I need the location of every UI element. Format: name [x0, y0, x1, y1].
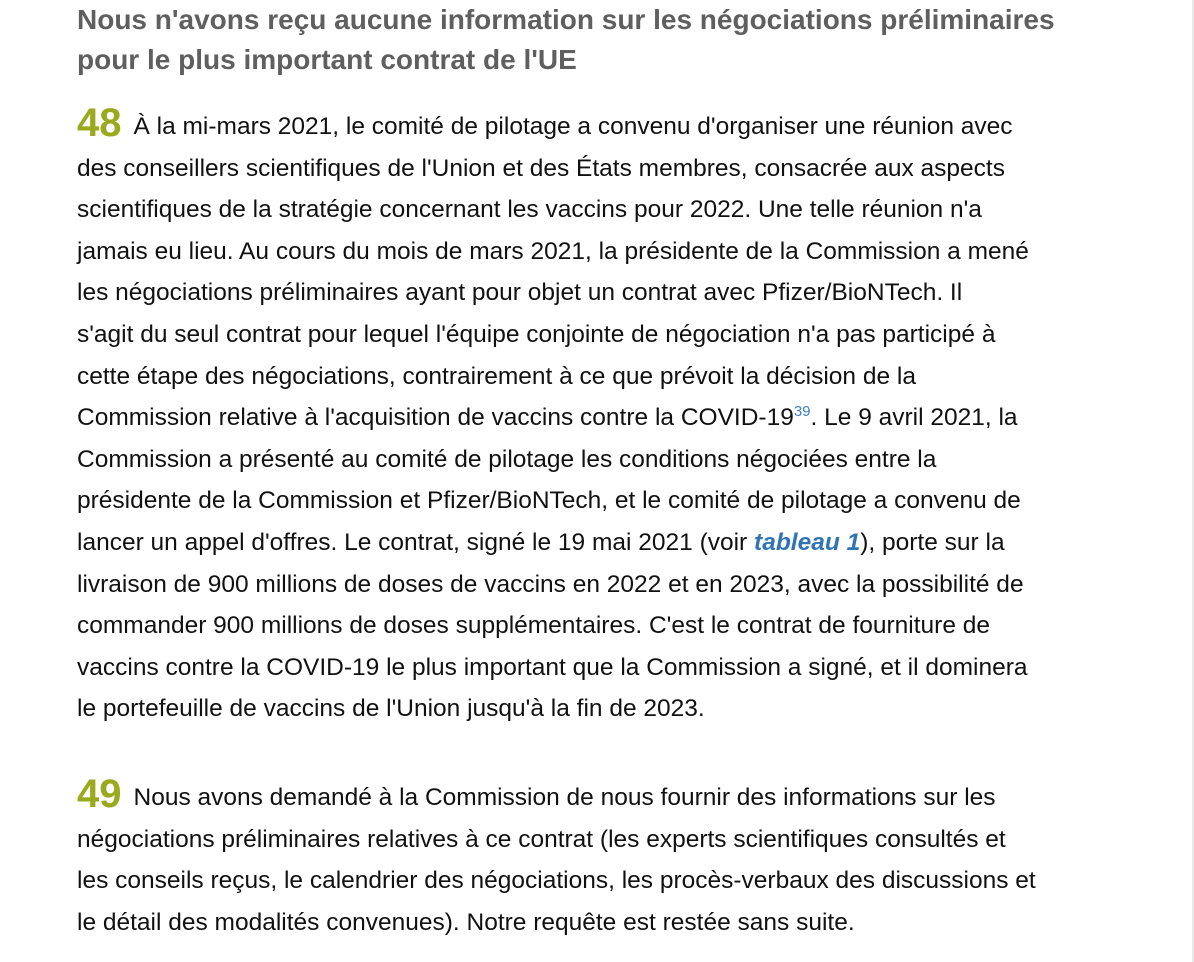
- paragraph-48-text-1: À la mi-mars 2021, le comité de pilotage a convenu d'organiser une réunion avec: [133, 113, 1013, 140]
- paragraph-49-line-3: les conseils reçus, le calendrier des négociations, les procès-verbaux des discussions et: [77, 867, 1036, 895]
- paragraph-48-text-8a: Commission relative à l'acquisition de vaccins contre la COVID-19: [77, 404, 794, 432]
- paragraph-48-line-1: [77, 103, 1117, 148]
- paragraph-48-line-11: [77, 522, 1117, 564]
- paragraph-49-line-2: négociations préliminaires relatives à ce contrat (les experts scientifiques consultés et: [77, 825, 1006, 853]
- paragraph-48-line-12: livraison de 900 millions de doses de vaccins en 2022 et en 2023, avec la possibilité de: [77, 570, 1024, 598]
- heading-line-1: Nous n'avons reçu aucune information sur les négociations préliminaires: [77, 4, 1055, 35]
- document-page: [77, 0, 1117, 936]
- paragraph-number-48: 48: [77, 101, 122, 145]
- heading-line-2: pour le plus important contrat de l'UE: [77, 44, 577, 75]
- paragraph-49-line-1: [77, 774, 1117, 819]
- table-1-link[interactable]: tableau 1: [754, 528, 861, 556]
- paragraph-48-text-11b: ), porte sur la: [860, 528, 1005, 556]
- paragraph-number-49: 49: [77, 772, 122, 816]
- paragraph-48-line-2: des conseillers scientifiques de l'Union et des États membres, consacrée aux aspects: [77, 154, 1005, 182]
- paragraph-48-line-4: jamais eu lieu. Au cours du mois de mars 2021, la présidente de la Commission a mené: [77, 237, 1029, 265]
- paragraph-48-line-6: s'agit du seul contrat pour lequel l'équipe conjointe de négociation n'a pas participé à: [77, 320, 996, 348]
- paragraph-48-line-13: commander 900 millions de doses supplémentaires. C'est le contrat de fourniture de: [77, 612, 991, 640]
- paragraph-49-text-1: Nous avons demandé à la Commission de nous fournir des informations sur les: [133, 784, 996, 811]
- paragraph-48-line-3: scientifiques de la stratégie concernant les vaccins pour 2022. Une telle réunion n'a: [77, 196, 982, 224]
- paragraph-49-line-4: le détail des modalités convenues). Notre requête est restée sans suite.: [77, 908, 855, 936]
- paragraph-48-line-10: présidente de la Commission et Pfizer/BioNTech, et le comité de pilotage a convenu de: [77, 487, 1021, 515]
- paragraph-48-line-15: le portefeuille de vaccins de l'Union jusqu'à la fin de 2023.: [77, 695, 705, 723]
- paragraph-49: [77, 774, 1117, 943]
- footnote-39-link[interactable]: 39: [793, 403, 811, 421]
- section-heading: [77, 0, 1117, 80]
- paragraph-48-text-8b: . Le 9 avril 2021, la: [810, 404, 1018, 432]
- paragraph-48-line-14: vaccins contre la COVID-19 le plus important que la Commission a signé, et il dominera: [77, 653, 1028, 681]
- paragraph-48-line-8: [77, 397, 1117, 439]
- paragraph-48-line-9: Commission a présenté au comité de pilotage les conditions négociées entre la: [77, 445, 937, 473]
- paragraph-48-text-11a: lancer un appel d'offres. Le contrat, signé le 19 mai 2021 (voir: [77, 528, 755, 556]
- paragraph-48: [77, 103, 1117, 730]
- paragraph-48-line-7: cette étape des négociations, contrairement à ce que prévoit la décision de la: [77, 362, 916, 390]
- paragraph-48-line-5: les négociations préliminaires ayant pour objet un contrat avec Pfizer/BioNTech. Il: [77, 279, 963, 307]
